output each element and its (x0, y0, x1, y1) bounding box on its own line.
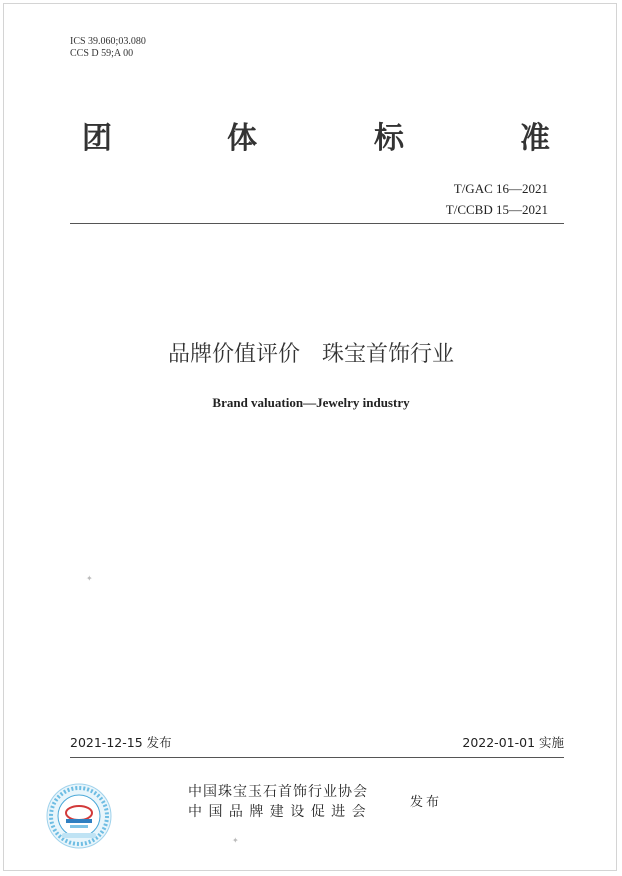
category-char-1: 团 (82, 121, 114, 156)
publish-label: 发布 (410, 795, 443, 810)
footer-divider (70, 757, 564, 758)
category-char-3: 标 (374, 121, 406, 156)
category-char-2: 体 (227, 121, 259, 156)
title-chinese: 品牌价值评价 珠宝首饰行业 (167, 342, 454, 367)
standard-number-ccbd: T/CCBD 15—2021 (445, 202, 548, 217)
issue-date: 2021-12-15 发布 (70, 735, 172, 750)
issuer-org-2: 中 国 品 牌 建 设 促 进 会 (188, 804, 367, 820)
implement-date: 2022-01-01 实施 (462, 735, 564, 750)
header-divider (70, 223, 564, 224)
issuer-org-1: 中国珠宝玉石首饰行业协会 (188, 784, 368, 800)
standard-number-gac: T/GAC 16—2021 (453, 181, 548, 196)
standard-info-service-seal-icon (46, 783, 112, 849)
scan-speck: ✦ (232, 836, 239, 845)
ics-code: ICS 39.060;03.080 (70, 36, 146, 47)
category-char-4: 准 (520, 121, 552, 156)
title-english: Brand valuation—Jewelry industry (212, 395, 410, 410)
scan-speck: ✦ (86, 574, 93, 583)
ccs-code: CCS D 59;A 00 (70, 48, 134, 59)
